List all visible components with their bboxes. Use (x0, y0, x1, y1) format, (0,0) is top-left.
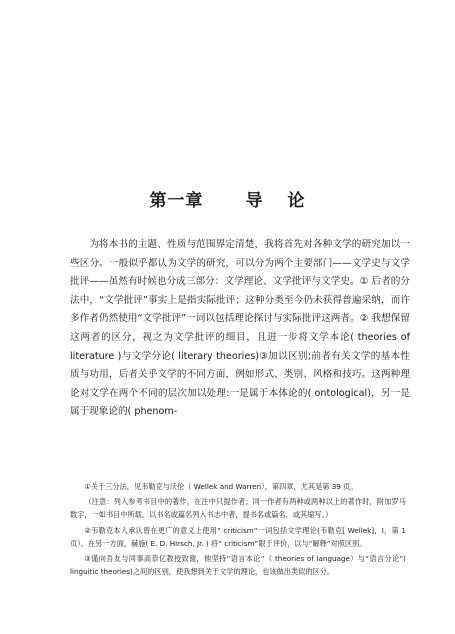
chapter-title-word-1: 导 (245, 191, 264, 211)
footnotes (70, 480, 406, 578)
footnote-3: ③谨向吾友与同事高恭亿教授致谢，他坚持“语言本论”（ theories of language）与“语言分论”( linguitic theories)之间的区别，使我想到关于文学的理论，也该做出类似的区分。 (70, 554, 406, 577)
footnote-1: ①关于三分法，见韦勒克与沃伦（ Wellek and Warren），第四章，尤其是第 39 页。 (84, 482, 358, 491)
chapter-title (0, 186, 455, 211)
footnote-note: （注意：列入参考书目中的著作，在注中只提作者；同一作者有两种或两种以上的著作时，附加罗马数字，一如书目中所载。以书名或篇名列入书志中者，提书名或篇名，或其缩写。） (70, 497, 406, 520)
main-text (70, 236, 410, 422)
chapter-ordinal: 第一章 (149, 191, 204, 211)
body-paragraph: 为将本书的主题、性质与范围界定清楚，我将首先对各种文学的研究加以一些区分。一般似乎都认为文学的研究，可以分为两个主要部门——文学史与文学批评——虽然有时候也分成三部分：文学理论、文学批评与文学史。① 后者的分法中，“文学批评”事实上是指实际批评；这种分类至今仍未获得普遍采纳，而许多作者仍然使用“文学批评”一词以包括理论探讨与实际批评这两者。② 我想保留这两者的区分，视之为文学批评的细目，且进一步将文学本论( theories of literature )与文学分论( literary theories)③加以区别;前者有关文学的基本性质与功用，后者关乎文学的不同方面，例如形式、类别、风格和技巧。这两种理论对文学在两个不同的层次加以处理:一是属于本体论的( ontological)，另一是属于现象论的( phenom- (70, 239, 410, 418)
chapter-title-word-2: 论 (287, 191, 306, 211)
footnote-2: ②韦勒克本人承认曾在更广的意义上使用“ criticism”一词包括文学理论(韦勒克[ Wellek]，Ⅰ，第 1 页）。在另一方面，赫施( E. D. Hirsch, Jr. ) 将“ criticism”限于评价，以与“解释”对照区别。 (70, 525, 406, 548)
